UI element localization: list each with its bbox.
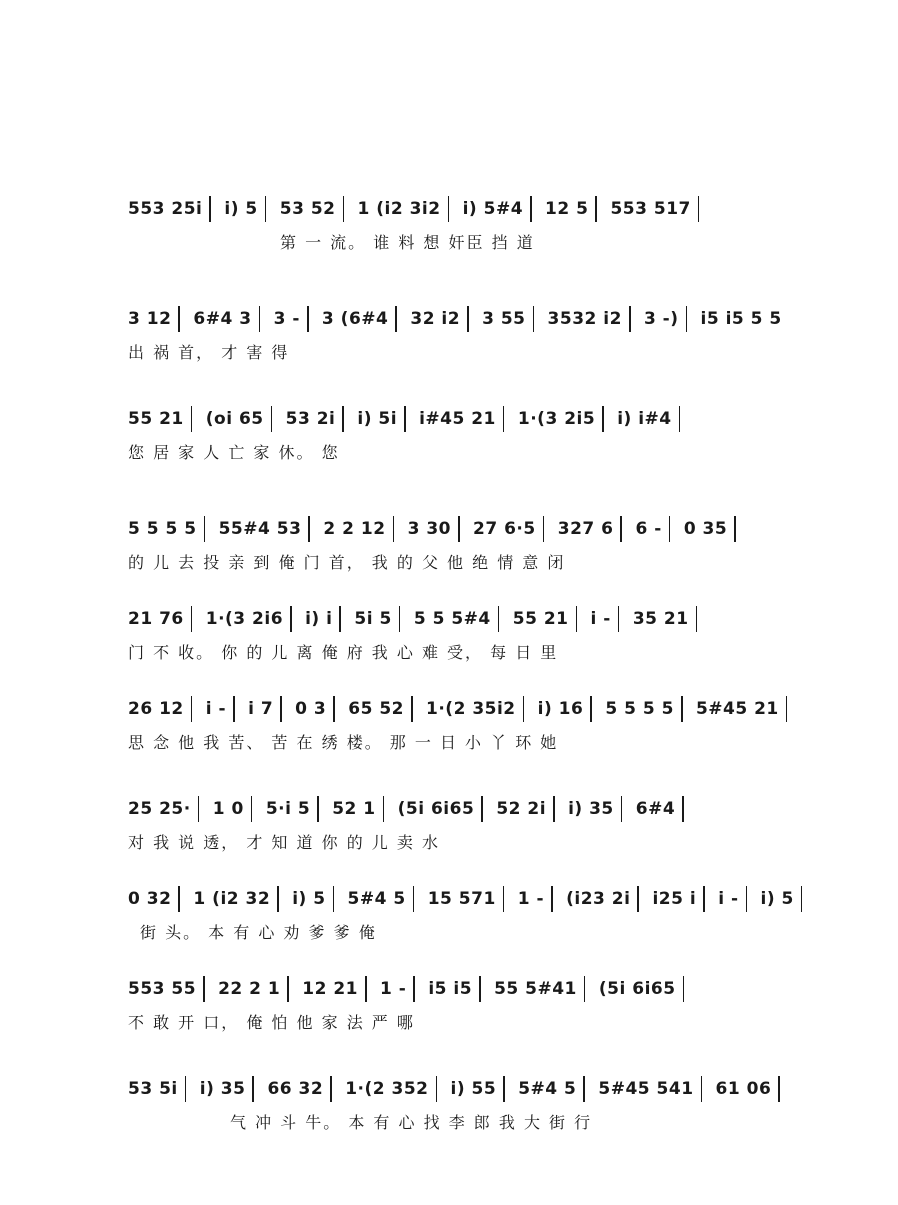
measure: 3 30 [407,519,451,539]
measure: 2 2 12 [323,519,386,539]
measure: (5i 6i65 [598,979,676,999]
measure: 12 5 [545,199,589,219]
measure: i) 35 [568,799,614,819]
music-system-10 [0,1060,898,1140]
barline [543,516,545,542]
barline [411,696,413,722]
lyric-line: 对 我 说 透， 才 知 道 你 的 儿 卖 水 [128,833,440,852]
measure: (5i 6i65 [397,799,475,819]
barline [801,886,803,912]
measure: i) 5i [357,409,398,429]
barline [259,306,261,332]
measure: 1·(2 35i2 [426,699,516,719]
measure: 6#4 3 [193,309,252,329]
barline [339,606,341,632]
barline [191,406,193,432]
barline [681,696,683,722]
measure: 66 32 [267,1079,324,1099]
measure: 3 12 [128,309,172,329]
measure: 26 12 [128,699,184,719]
music-system-8 [0,870,898,950]
barline [778,1076,780,1102]
barline [399,606,401,632]
barline [333,886,335,912]
barline [191,606,193,632]
measure: 3 55 [482,309,526,329]
measure: 53 5i [128,1079,178,1099]
measure: 32 i2 [410,309,461,329]
barline [308,516,310,542]
barline [333,696,335,722]
barline [618,606,620,632]
measure: i) 16 [537,699,584,719]
barline [530,196,532,222]
barline [448,196,450,222]
measure: 0 3 [295,699,327,719]
lyric-line: 的 儿 去 投 亲 到 俺 门 首， 我 的 父 他 绝 情 意 闭 [128,553,566,572]
measure: 53 2i [285,409,336,429]
measure: i#45 21 [419,409,496,429]
measure: 553 25i [128,199,203,219]
barline [629,306,631,332]
barline [233,696,235,722]
measure: i - [718,889,739,909]
measure: 3 (6#4 [321,309,389,329]
measure: 0 35 [683,519,728,539]
music-system-9 [0,960,898,1040]
music-system-1 [0,180,898,260]
measure: 6 - [635,519,662,539]
notation-line [128,306,782,336]
barline [271,406,273,432]
measure: 61 06 [715,1079,772,1099]
barline [265,196,267,222]
music-system-7 [0,780,898,860]
measure: 53 52 [279,199,336,219]
measure: 15 571 [427,889,496,909]
measure: i) 5 [224,199,258,219]
measure: 1·(3 2i5 [517,409,596,429]
measure: 12 21 [302,979,358,999]
lyric-line: 思 念 他 我 苦、 苦 在 绣 楼。 那 一 日 小 丫 环 她 [128,733,559,752]
lyric-line: 第 一 流。 谁 料 想 奸臣 挡 道 [280,233,535,252]
music-system-5 [0,590,898,670]
measure: i - [205,699,227,719]
barline [191,696,193,722]
measure: i) 5 [760,889,794,909]
measure: 1 0 [212,799,244,819]
measure: 1 (i2 32 [193,889,271,909]
barline [287,976,289,1002]
lyric-line: 街 头。 本 有 心 劝 爹 爹 俺 [140,923,377,942]
notation-line [128,196,706,226]
barline [669,516,671,542]
measure: i 7 [248,699,274,719]
measure: 3 -) [643,309,679,329]
measure: 5 5 5 5 [128,519,197,539]
notation-line [128,516,743,546]
barline [383,796,385,822]
barline [395,306,397,332]
lyric-line: 不 敢 开 口， 俺 怕 他 家 法 严 哪 [128,1013,415,1032]
barline [252,1076,254,1102]
measure: (i23 2i [566,889,631,909]
measure: 327 6 [557,519,614,539]
barline [595,196,597,222]
measure: 1 - [517,889,545,909]
notation-line [128,696,794,726]
barline [686,306,688,332]
barline [576,606,578,632]
barline [203,976,205,1002]
barline [343,196,345,222]
measure: 1 - [380,979,407,999]
barline [533,306,535,332]
barline [290,606,292,632]
barline [679,406,681,432]
music-system-6 [0,680,898,760]
measure: i) i [305,609,333,629]
barline [436,1076,438,1102]
barline [698,196,700,222]
measure: 25 25· [128,799,191,819]
barline [637,886,639,912]
measure: 5·i 5 [265,799,311,819]
lyric-line: 气 冲 斗 牛。 本 有 心 找 李 郎 我 大 街 行 [230,1113,593,1132]
measure: 5#4 5 [347,889,406,909]
lyric-line: 出 祸 首， 才 害 得 [128,343,290,362]
measure: 5 5 5 5 [605,699,674,719]
barline [365,976,367,1002]
measure: 35 21 [632,609,689,629]
measure: i) 55 [450,1079,497,1099]
measure: 65 52 [348,699,404,719]
barline [185,1076,187,1102]
barline [734,516,736,542]
measure: 553 517 [610,199,691,219]
barline [307,306,309,332]
measure: 55 21 [128,409,184,429]
barline [683,976,685,1002]
measure: i) 5#4 [462,199,524,219]
barline [413,886,415,912]
music-system-2 [0,290,898,370]
barline [523,696,525,722]
barline [178,306,180,332]
measure: 52 1 [332,799,376,819]
measure: i) 5 [292,889,326,909]
barline [342,406,344,432]
barline [204,516,206,542]
notation-line [128,406,687,436]
measure: 52 2i [496,799,547,819]
measure: 1 (i2 3i2 [357,199,441,219]
barline [682,796,684,822]
measure: 553 55 [128,979,197,999]
barline [602,406,604,432]
measure: 5#4 5 [518,1079,577,1099]
measure: i) 35 [199,1079,246,1099]
barline [393,516,395,542]
barline [330,1076,332,1102]
music-system-3 [0,390,898,470]
barline [413,976,415,1002]
barline [198,796,200,822]
barline [701,1076,703,1102]
measure: i5 i5 5 5 [700,309,782,329]
barline [498,606,500,632]
measure: 5 5 5#4 [413,609,491,629]
barline [553,796,555,822]
barline [280,696,282,722]
barline [251,796,253,822]
barline [503,1076,505,1102]
measure: i25 i [652,889,697,909]
barline [317,796,319,822]
measure: 1·(3 2i6 [205,609,284,629]
measure: 22 2 1 [218,979,281,999]
measure: 6#4 [635,799,676,819]
measure: 1·(2 352 [345,1079,429,1099]
measure: (oi 65 [205,409,264,429]
barline [404,406,406,432]
barline [503,886,505,912]
barline [584,976,586,1002]
barline [620,516,622,542]
measure: 5i 5 [354,609,392,629]
measure: 5#45 541 [598,1079,694,1099]
measure: 5#45 21 [695,699,779,719]
barline [458,516,460,542]
barline [551,886,553,912]
lyric-line: 门 不 收。 你 的 儿 离 俺 府 我 心 难 受， 每 日 里 [128,643,559,662]
barline [621,796,623,822]
barline [503,406,505,432]
measure: 3 - [273,309,300,329]
barline [178,886,180,912]
barline [277,886,279,912]
barline [696,606,698,632]
measure: i5 i5 [428,979,473,999]
barline [703,886,705,912]
barline [481,796,483,822]
barline [583,1076,585,1102]
measure: 0 32 [128,889,172,909]
measure: i - [590,609,611,629]
notation-line [128,606,704,636]
notation-line [128,886,809,916]
measure: 3532 i2 [547,309,622,329]
measure: 21 76 [128,609,184,629]
measure: 55 5#41 [494,979,577,999]
notation-line [128,796,691,826]
barline [786,696,788,722]
lyric-line: 您 居 家 人 亡 家 休。 您 [128,443,340,462]
barline [746,886,748,912]
barline [467,306,469,332]
measure: 55 21 [512,609,569,629]
measure: 27 6·5 [473,519,536,539]
notation-line [128,976,691,1006]
measure: i) i#4 [617,409,672,429]
barline [479,976,481,1002]
notation-line [128,1076,787,1106]
music-system-4 [0,500,898,580]
measure: 55#4 53 [218,519,302,539]
barline [209,196,211,222]
barline [590,696,592,722]
